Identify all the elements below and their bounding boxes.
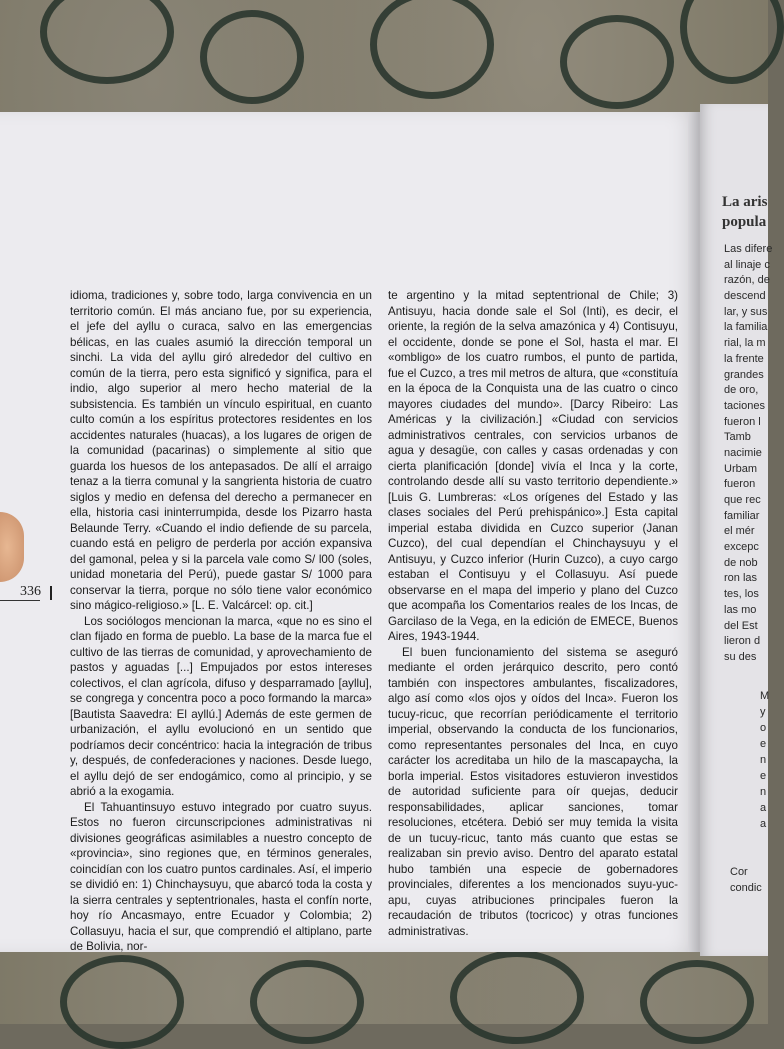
text-line: las mo — [724, 603, 757, 616]
next-page-text-indented — [760, 688, 769, 832]
swirl-pattern — [40, 0, 174, 84]
text-line: e — [760, 770, 767, 782]
text-line: razón, de — [724, 274, 770, 287]
page-number-rule — [0, 600, 40, 601]
text-line: rial, la m — [724, 337, 766, 350]
swirl-pattern — [250, 960, 364, 1044]
heading-line: popula — [722, 214, 767, 230]
left-text-column — [70, 288, 372, 955]
left-book-page — [0, 112, 700, 952]
text-line: de nob — [724, 556, 758, 569]
text-line: fueron — [724, 478, 756, 491]
text-line: excepc — [724, 541, 759, 554]
text-line: tes, los — [724, 588, 759, 601]
text-line: ron las — [724, 572, 758, 585]
text-line: la frente — [724, 352, 764, 365]
text-line: e — [760, 738, 767, 750]
paragraph: El buen funcionamiento del sistema se aseguró mediante el orden jerárquico descrito, pero contó también con inspectores ambulantes, fiscalizadores, algo así como «los ojos y oídos del Inca». Fueron los tucuy-ricuc, que recorrían periódicamente el territorio imperial, observando la conducta de los funcionarios, como representantes personales del Inca, en cuyo carácter los acreditaba un hilo de la mascapaycha, la borla imperial. Estos visitadores estuvieron investidos de autoridad suficiente para oír quejas, deducir responsabilidades, aplicar sanciones, tomar resoluciones, etcétera. Debió ser muy temida la visita de un tucuy-ricuc, tanto más cuanto que estas se realizaban sin previo aviso. Dentro del aparato estatal hubo también una especie de gobernadores provinciales, diferentes a los mencionados suyu-yuc-apu, cuyas atribuciones principales fueron la recaudación de tributos (tocricoc) y otras funciones administrativas. — [388, 645, 678, 938]
next-page-heading — [722, 192, 767, 232]
swirl-pattern — [450, 950, 584, 1044]
text-line: su des — [724, 650, 757, 663]
text-line: n — [760, 754, 767, 766]
text-line: Urbam — [724, 462, 758, 475]
text-line: a — [760, 802, 767, 814]
text-line: de oro, — [724, 384, 759, 397]
swirl-pattern — [60, 955, 184, 1049]
next-page-text — [724, 242, 772, 666]
text-line: nacimie — [724, 446, 762, 459]
text-line: Tamb — [724, 431, 751, 444]
text-line: el mér — [724, 525, 755, 538]
text-line: grandes — [724, 368, 764, 381]
swirl-pattern — [680, 0, 784, 84]
text-line: o — [760, 722, 767, 734]
paragraph: El Tahuantinsuyo estuvo integrado por cuatro suyus. Estos no fueron circunscripciones administrativas ni divisiones geográficas asimilables a nuestro concepto de «provincia», sino regiones que, en términos generales, coincidían con los cuatro puntos cardinales. Así, el imperio se dividió en: 1) Chinchaysuyu, que abarcó toda la costa y la sierra centrales y septentrionales, hasta el confín norte, hoy río Ancasmayo, entre Ecuador y Colombia; 2) Collasuyu, hacia el sur, que comprendió el altiplano, parte de Bolivia, nor- — [70, 800, 372, 953]
swirl-pattern — [640, 960, 754, 1044]
page-number: 336 — [20, 584, 41, 599]
text-line: a — [760, 818, 767, 830]
swirl-pattern — [560, 15, 674, 109]
text-line: Las difere — [724, 243, 773, 255]
text-line: taciones — [724, 399, 765, 412]
paragraph: te argentino y la mitad septentrional de Chile; 3) Antisuyu, hacia donde sale el Sol (Inti), es decir, el oriente, la región de la selva amazónica y 4) Contisuyu, el occidente, donde se pone el Sol, hasta el mar. El «ombligo» de los cuatro rumbos, el punto de partida, fue el Cuzco, a tres mil metros de altura, que «constituía en la época de la Conquista una de las cuatro o cinco mayores ciudades del mundo». [Darcy Ribeiro: Las Américas y la civilización.] «Ciudad con servicios administrativos centrales, con servicios urbanos de agua y desagüe, con calles y casas ordenadas y con cierta planificación [donde] vivía el Inca y la corte, controlando desde allí su vasto territorio dependiente.» [Luis G. Lumbreras: «Los orígenes del Estado y las clases sociales del Perú prehispánico».] Esta capital imperial estaba dividida en Cuzco superior (Janan Cuzco), del cual dependían el Chinchaysuyu y el Antisuyu, y Cuzco inferior (Hurin Cuzco), a cuyo cargo estaban el Contisuyu y el Collasuyu. Así puede observarse en el mapa del imperio y plano del Cuzco que acompaña los Comentarios reales de los Incas, de Garcilaso de la Vega, en la edición de EMECE, Buenos Aires, 1943-1944. — [388, 289, 678, 643]
swirl-pattern — [370, 0, 494, 99]
next-page-text-bottom — [730, 864, 762, 896]
heading-line: La aris — [722, 194, 768, 210]
text-line: del Est — [724, 619, 758, 632]
right-text-column — [388, 288, 678, 939]
text-line: y — [760, 706, 766, 718]
text-line: M — [760, 690, 770, 702]
text-line: al linaje c — [724, 258, 770, 271]
paragraph: Los sociólogos mencionan la marca, «que no es sino el clan fijado en forma de pueblo. La base de la marca fue el cultivo de las tierras de comunidad, y aprovechamiento de pastos y aguadas [...] Empujados por estos intereses colectivos, el clan agrícola, difuso y desparramado [ayllu], se congrega y concentra poco a poco formando la marca» [Bautista Saavedra: El ayllú.] Además de este germen de urbanización, el ayllu evolucionó en un sentido que podríamos decir concéntrico: hacia la integración de tribus y, después, de confederaciones y naciones. Desde luego, el ayllu dejó de ser endogámico, como al principio, y se abrió a la exogamia. — [70, 614, 372, 798]
text-line: Cor — [730, 866, 748, 878]
text-line: la familia — [724, 321, 768, 334]
text-line: descend — [724, 290, 766, 303]
text-line: condic — [730, 882, 762, 894]
text-line: lieron d — [724, 635, 761, 648]
right-book-page — [700, 104, 773, 956]
text-line: lar, y sus — [724, 305, 768, 318]
swirl-pattern — [200, 10, 304, 104]
paragraph: idioma, tradiciones y, sobre todo, larga convivencia en un territorio común. El más anciano fue, por su experiencia, el jefe del ayllu o curaca, salvo en las emergencias bélicas, en las cuales asumió la dirección temporal un sinchi. La vida del ayllu giró alrededor del cultivo en común de la tierra, pero esta significó y significa, para el indio, algo superior al mero hecho material de la subsistencia. Es también un vínculo espiritual, en cuanto culto común a los espíritus protectores residentes en los accidentes naturales (huacas), a los lugares de origen de la comunidad (pacarinas) o simplemente al sitio que guarda los huesos de los antepasados. De allí el arraigo tenaz a la tierra comunal y la sangrienta historia de cuatro siglos y medio en defensa del derecho a permanecer en ella, historia casi ininterrumpida, desde los Pizarro hasta Belaunde Terry. «Cuando el indio defiende de su parcela, cuando está en peligro de perderla por acción expansiva del gamonal, pelea y si la parcela vale como S/ l00 (soles, unidad monetaria del Perú), puede gastar S/ 1000 para conservar la tierra, porque no sólo tiene valor económico sino mágico-religioso.» [L. E. Valcárcel: op. cit.] — [70, 289, 372, 612]
page-number-tick — [50, 586, 52, 600]
text-line: que rec — [724, 494, 761, 506]
text-line: familiar — [724, 509, 760, 522]
text-line: fueron l — [724, 415, 761, 428]
text-line: n — [760, 786, 767, 798]
